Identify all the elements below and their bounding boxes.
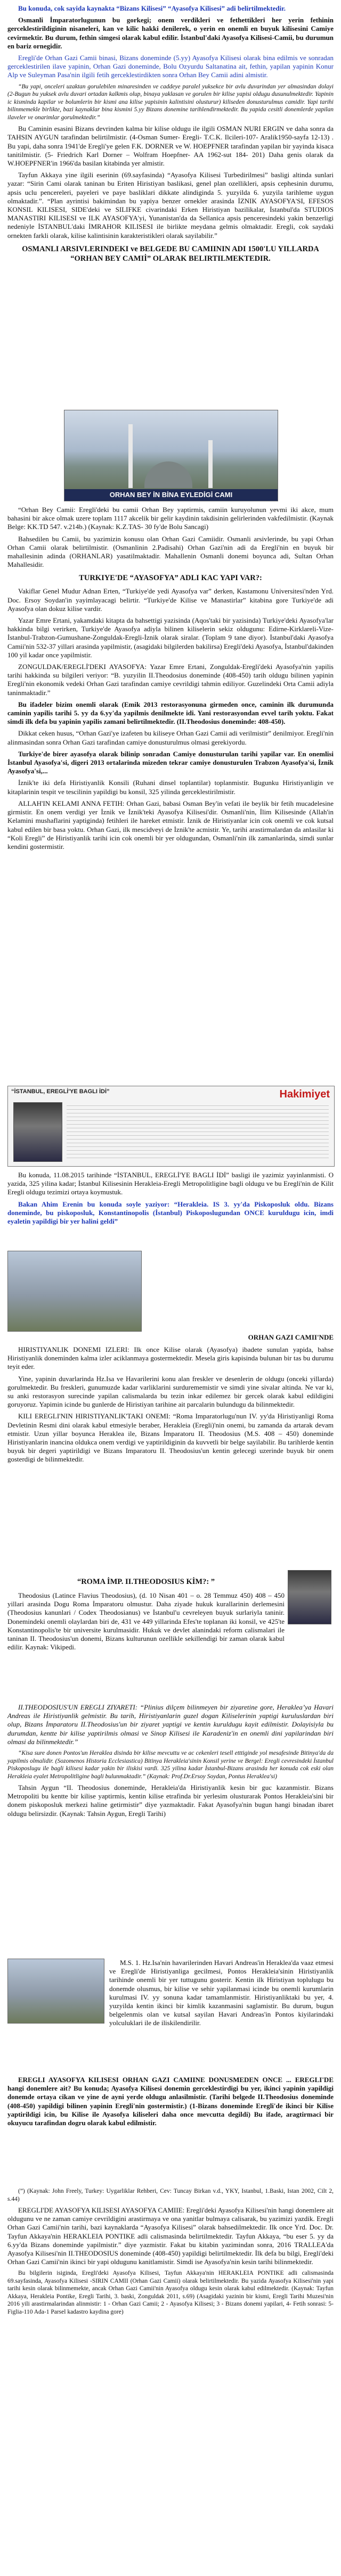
dome-shape: [144, 461, 192, 488]
section-andreas: [109, 1959, 334, 2031]
paragraph: Bahsedilen bu Camii, bu yazimizin konusu olan Orhan Gazi Camiidir. Osmanli arsivlerinde, bu yapi Orhan Orhan Camii olarak belirtilmistir. (Osmanlinin 2.Padisahi) Orhan Gazi'nin adi da Eregli'nin en buyuk bir mahallesinin adinda (ORHANLAR) yasatilmaktadir. Mahallenin Osmanli donemi boyunca adi, Sultan Orhan Mahallesidir.: [7, 534, 334, 569]
paragraph: Tayfun Akkaya yine ilgili eserinin (69.sayfasinda) “Ayasofya Kilisesi Turbedirilmesi” basligi altinda sunlari yazar: “Sirin Cami olarak taninan bu Eriten Hiristiyan baslikasi, genel plan ozellikleri, apsis cephesinin durumu, apsis uclu pencereleri, payeleri ve paye basliklari dikkate alindiginda 5. yuzyilda 6. yuzyila tarihleme uygun olmaktadir.”. “Plan ayrintisi bakimindan bu yapiya benzer ornekler arasinda İZNIK AYASOFYA'SI, EFESOS KONSIL KILISESI, SIDE'deki ve SILIFKE civarindaki Erken Hiristiyan bazilikalar, İstanbul'da STUDIOS MANASTIRI KILISESI ve ILK AYASOFYA'yi, Yunanistan'da da Sellanica apsis penceresindeki yakin benzerligi nedeniyle İSTANBUL'daki İMRAHOR KILISESI ile birlikte meydana gelmis olmaktadir. Eregli, cok saydaki ornekten farkli olarak, kilise kalintisinin karakteristikleri olarak sayilabilir.”: [7, 171, 334, 240]
paragraph: İznik'te iki defa Hiristiyanlik Konsili (Ruhani dinsel toplantilar) toplanmistir. Bugunku Hiristiyanligin ve kitaplarinin tespit ve tescilinin yapildigi bu konsil, 325 yilinda gerceklestirilmistir.: [7, 779, 334, 796]
paragraph: M.S. 1. Hz.Isa'nin havarilerinden Havari Andreas'in Heraklea'da vaaz etmesi ve Eregli'de Hiristiyanliga gecilmesi, Pontos Herakleia'sinin Hiristiyanlik tarihinde onemli bir yer tuttugunu gosterir. Kentin ilk Hiristiyan toplulugu bu donemde olusmus, bir kilise ve sehir yapilanmasi icinde bu onemli kurumlarin kurulmasi IV. yy sonuna kadar tamamlanmistir. Hiristiyanliktaki bu yer, 4. yuzyilda kentin ikinci bir kimlik kazanmasini saglamistir. Bu durum, bugun belgelenmis olan ve kutsal sayilan Havari Andreas'in Pontos kiyilarindaki yolculuklari ile de iliskilendirilir.: [109, 1959, 334, 2027]
paragraph: EREGLI'DE AYASOFYA KILISESI AYASOFYA CAMIIE: Eregli'deki Ayasofya Kilisesi'nin hangi donemlere ait oldugunu ve ne zaman camiye cevrildigini arastirmaya ve ona yanitlar bulmaya calisarak, bu yazimizi yazdik. Eregli Orhan Gazi Camii'nin tarihi, bazi kaynaklarda “Ayasofya Kilisesi” olarak bahsedilmektedir. Ilk once Yrd. Doc. Dr. Tayfun Akkaya'nin HERAKLEIA PONTIKE adli calismasinda belirtilmektedir. Tayfun Akkaya, “bu eser 5. yy da 6.yy'da Bizans doneminde yapilmistir.” diye yazmistir. Fakat bu kitabin yazimindan sonra, 2016 TRALLEA'da Ayasofya Kilisesi'nin II.THEODOSIUS doneminde (408-450) yapildigi belirtilmektedir. İlk defa bu bilgi, Eregli'deki Orhan Gazi Camii'nin ikinci bir yapi oldugunu kanitlamistir. Simdi ise Ayasofya'nin kesin tarihi bilinmektedir.: [7, 2206, 334, 2266]
minaret-shape: [208, 440, 213, 488]
paragraph: Turkiye'de birer ayasofya olarak bilinip sonradan Camiye donusturulan tarihi yapilar var. En onemlisi İstanbul Ayasofya'si, digeri 2013 ortalarinda mizeden tekrar camiye donusturulen Trabzon Ayasofya'si, İznik Ayasofya'si,...: [7, 749, 334, 775]
author-portrait: [13, 1102, 62, 1162]
paragraph: Bu konuda, 11.08.2015 tarihinde “İSTANBUL, EREGLİ'YE BAGLI İDİ” basligi ile yazimiz yayinlanmisti. O yazida, 325 yilina kadar; İstanbul Kilisesinin Herakleia-Eregli Metropolitligine bagli oldugu ve bu Eregli'nin de Kilit Eregli oldugu tezimizi ortaya koymustuk.: [7, 1171, 334, 1196]
church-photo: [7, 1959, 104, 2024]
section-theodosius-heading: [7, 1573, 285, 1591]
newspaper-logo: Hakimiyet: [279, 1088, 330, 1100]
paragraph: Bakan Ahim Erenin bu konuda soyle yaziyor: “Herakleia. IS 3. yy'da Piskoposluk oldu. Bizans doneminde, bu piskoposluk, Konstantinopolis (İstanbul) Piskoposlugundan ONCE kuruldugu icin, imdi eyaletin yapildigi bir yer halini geldi”: [7, 1200, 334, 1226]
section-orhan-bey-camii: [7, 506, 334, 854]
minaret-shape: [128, 424, 133, 488]
mosque-photo: [64, 410, 278, 501]
paragraph: ALLAH'IN KELAMI ANNA FETIH: Orhan Gazi, babasi Osman Bey'in vefati ile beylik bir fetih mucadelesine girmistir. En onem verdigi yer İznik ve İznik'teki Ayasofya Kilisesi'dir. Osmanli'nin, İlim Kilisesinde (Allah'in Kelamini mushaflarini yaptiginda) fetihleri ile hareket etmistir. İznik de Hiristiyanlar icin cok onemli ve cok kutsal kabul edilen bir basa yoktu. Orhan Gazi, ilk mescidveyi de İznik'te acmistir. Ye, tarihi arastirmalardan da anlasilar ki “Koli Eregli” de Hiristiyanlik tarihi icin cok onemli bir yer oldugundan, Osmanli'nin ilk zamanlarinda, simdi sunlar kendini gostermistir.: [7, 799, 334, 851]
newspaper-clipping: [7, 1086, 335, 1167]
section-heading: OSMANLI ARSIVLERINDEKI ve BELGEDE BU CAMIININ ADI 1500'LU YILLARDA “ORHAN BEY CAMIİ” OLARAK BELIRTILMEKTEDIR.: [22, 244, 319, 263]
mosque-interior-photo: [7, 1251, 142, 1332]
clipping-headline: “İSTANBUL, EREGLİ'YE BAGLI İDİ”: [11, 1088, 110, 1095]
paragraph: Vakiflar Genel Mudur Adnan Erten, “Turkiye'de yedi Ayasofya var” derken, Kastamonu Universitesi'nden Yrd. Doc. Ersoy Soydan'in yayimlayacagi belirtir. “Turkiye'de Kilise ve Manastirlar” kitabina gore Turkiye'de adi Ayasofya olan dokuz kilise vardir.: [7, 587, 334, 613]
section-intro: [7, 4, 334, 268]
paragraph: HIRISTIYANLIK DONEMI IZLERI: Ilk once Kilise olarak (Ayasofya) ibadete sunulan yapida, bahse Hiristiyanlik doneminden kalma izler aciklanmaya gostermektedir. Mesela giris kapisinda bulunan bir tas bu durumu teyit eder.: [7, 1345, 334, 1371]
paragraph: “Kisa sure donen Pontos'un Heraklea disinda bir kilise mevcuttu ve ac cekenleri tesell etttiginde yol mesafesinde Bitinya'da da yapilmis olmalidir. (Sozomenos Historia Ecclesiastica) Bitinya Herakleia'sinin Konsil yerine ve Bergel: Eregli cevresindeki İstanbul Piskoposlugu ile bagli kilisesi kadar yakin bir iliskisi vardi. 325 yilina kadar İstanbul-Bizans arasinda her konuda cok eski olan Herakleia eyalet Metropolitligine bagli bulunmaktadir.” (Kaynak: Prof.Dr.Ersoy Soydan, Pontus Heraklea'si): [7, 1750, 334, 1780]
paragraph: “Orhan Bey Camii: Eregli'deki bu camii Orhan Bey yaptirmis, camiin kuruyolunun yevmi iki akce, mum bahasini bir akce olmak uzere toplam 1117 akcelik bir gelir kaydinin takdisinin gelirlerinden vakfedilmistir. (Kaynak Belge: KK.TD 547. v.214b.) (Kaynak: K.Z.TAS- 30 fy'de Bolu Sancagi): [7, 506, 334, 531]
paragraph: KILI EREGLI'NIN HIRISTIYANLIK'TAKI ONEMI: “Roma Imparatorlugu'nun IV. yy'da Hiristiyanligi Roma Devletinin Resmi dini olarak kabul etmesiyle beraber, Herakleia (Eregli)'nin onemi, bu zamanda da artarak devam etmistir. Uzun yillar boyunca Heraklea ile, Bizans İmparatoru II. Theodosius (M.S. 408 – 450) doneminde Hiristiyanlarin inancina oldukca onem verdigi ve yaptirildiginin da kuvvetli bir belge sayilabilir. Bu tarihlerde kentin buyuk bir degeri yaptirildigi ve Bizans Imparatoru II. Theodosius'un kentin gelecegi uzerinde buyuk bir onem gosterdigi de bilinmektedir.: [7, 1412, 334, 1464]
photo-caption: ORHAN GAZI CAMII'NDE: [248, 1333, 334, 1341]
photo-caption-row: [7, 1333, 334, 1345]
paragraph: Bu bilgilerin isiginda, Eregli'deki Ayasofya Kilisesi, Tayfun Akkaya'nin HERAKLEIA PONTIKE adli calismasinda 69.sayfasinda, Ayasofya Kilisesi -SIRIN CAMII (Orhan Gazi Camii) olarak belirtilmektedir. Bu yazida Ayasofya Kilisesi'nin yapi tarihi kesin olarak bilinmemekte, ancak Orhan Gazi Camii'nin Ayasofya oldugu kesin olarak kabul edilmektedir. (Kaynak: Tayfun Akkaya, Herakleia Pontike, Eregli Tarihi, 3. baski, Zonguldak 2011, s.69) (Asagidaki yazinin bir kismi, Eregli Tarihi Muzesi'nin 2016 yili arastirmalarindan alinmistir: 1 - Orhan Gazi Camii; 2 - Ayasofya Kilisesi; 3 - Bizans donemi yapilari, 4- Fetih sonrasi: 5- Figlia-110 Ada-1 Parsel kadastro kaydina gore): [7, 2270, 334, 2315]
section-heading: “ROMA İMP. II.THEODOSIUS KİM?: ”: [77, 1578, 215, 1586]
paragraph: Bu ifadeler bizim onemli olarak (Emik 2013 restorasyonuna girmeden once, caminin ilk durumunda caminin yapilis tarihi 5. yy da 6.yy'da yapilmis denilmekte idi. Yani restorasyondan evvel tarih yoktu. Fakat simdi ilk defa bu yapinin yapilis zamani belirtilmektedir. (II.Theodosius doneminde: 408-450).: [7, 700, 334, 726]
theodosius-portrait: [288, 1570, 331, 1624]
paragraph: ZONGULDAK/EREGLİ'DEKI AYASOFYA: Yazar Emre Ertani, Zonguldak-Eregli'deki Ayasofya'nin yapilis tarihi hakkinda su bilgileri veriyor: “B. yuzyilin II.Theodosius doneminde (408-450) tarih oldugu bilinen yapinin Eregli'nin ekonomik vedeki Orhan Gazi tarafindan camiye cevrildigi tahmin ediliyor. Guzelindeki Orta Camii adiyla taninmaktadir.”: [7, 663, 334, 697]
paragraph: Osmanli İmparatorlugunun bu gorkegi; onem verdikleri ve fethettikleri her yerin fethinin gerceklestirildiginin nisaneleri, kan ve kilic hakki denilerek, o yerin en onemli en buyuk kilisesini Camiye cevirmektir. Bu durum, fethin simgesi olarak kabul edilir. İstanbul'daki Ayasofya Kilisesi-Camii, bu durumun en bariz ornegidir.: [7, 16, 334, 50]
paragraph: Eregli'de Orhan Gazi Camii binasi, Bizans doneminde (5.yy) Ayasofya Kilisesi olarak bina edilmis ve sonradan gerceklestirilen ilave yapinin, Orhan Gazi doneminde, Bolu Ozyurdu Saltanatina ait, fethin, yapilan yapinin Konur Alp ve Suleyman Pasa'nin ilgili fetih gerceklestirdikten sonra Orhan Bey Camii adini almistir.: [7, 54, 334, 79]
paragraph: Dikkat ceken husus, “Orhan Gazi'ye izafeten bu kiliseye Orhan Gazi Camii adi verilmistir” denilmiyor. Eregli'nin alinmasindan sonra Orhan Gazi tarafindan camiye donusturulmus olmasi gerekiyordu.: [7, 729, 334, 746]
paragraph: Theodosius (Latince Flavius Theodosius), (d. 10 Nisan 401 – o. 28 Temmuz 450) 408 – 450 yillari arasinda Dogu Roma İmparatoru olmustur. Daha ziyade hukuk kurallarinin derlemesini (Theodosius kanunlari / Codex Theodosianus) ve İstanbul'u cevreleyen buyuk surlariyla taninir. Donemindeki onemli olaylardan biri de, 431 ve 449 yillarinda Efes'te toplanan iki konsil, ve 425'te Konstantinopolis'te bir universite kurulmasidir. Hukuk ve devlet alanindaki reform calismalari ile taninan II. Theodosius'un donemi, Bizans kulturunun ozellikle sekillendigi bir zaman olarak kabul edilir. Kaynak: Vikipedi.: [7, 1591, 285, 1652]
section-hiristiyanlik: [7, 1345, 334, 1467]
section-donusum: [7, 2076, 334, 2131]
section-theodosius: [7, 1591, 285, 1655]
paragraph: Yazar Emre Ertani, yakamdaki kitapta da bahsettigi yazisinda (Aqos'taki bir yazisinda) Turkiye'deki Ayasofya'lar hakkinda bilgi verirken, Turkiye'de Ayasofya adiyla bilinen kiliselerin sekiz oldugunu: Edirne-Kirklareli-Vize-İstanbul-Trabzon-Gumushane-Zonguldak-Eregli-İznik olarak siralar. (Toplam 9 tane diyor). İstanbul'daki Ayasofya Camii'nin 532-37 yillari arasinda yapilmistir, (asagidaki bilgilerden bakilirsa) Eregli'deki Ayasofya, İstanbul'dakinden 100 yil kadar once yapilmistir.: [7, 616, 334, 659]
section-sonuc: [7, 2187, 334, 2319]
paragraph: II.THEODOSIUS'UN EREGLI ZIYARETI: “Plinius dilçem bilinmeyen bir ziyaretine gore, Heraklea’ya Havari Andreas ile Hiristiyanlik gelmistir. Bu tarih, Hiristiyanlarin guzel dogan Kiliselerinin yaptigi kuruluslardan biri olup, Bizans İmparatoru II.Theodosius'un bir ziyaret yaptigi ve kentin kuruldugu kayit edilmistir. Dolayisiyla bu durumdan, kentte bir kilise yaptirilmis olmasi ve Sinop Kilisesi ile Karadeniz'in en onemli dini yapilarindan biri olmasi da bilinmektedir.”: [7, 1703, 334, 1746]
photo-banner: ORHAN BEY İN BİNA EYLEDİGİ CAMI: [64, 489, 278, 501]
paragraph: Bu Caminin esasini Bizans devrinden kalma bir kilise oldugu ile ilgili OSMAN NURI ERGIN ve daha sonra da TAHSIN AYGUN tarafindan belirtilmistir. (4-Osman Sumer- Eregli- T.C.K. Ilcileri-107- Aralik1950-sayfa 12-13) . Bu yapi, daha sonra 1941'de Eregli'ye gelen F.K. DORNER ve W. HOEPFNER tarafindan yapilan bir yayinda kisaca tanitilmistir. (5- Friedrich Karl Dorner – Wolfram Hoepfner- AA 1962-sut 184- 201) Daha genis olarak da W.HOEPFNER'in 1966'da basilan kitabinda yer almistir.: [7, 125, 334, 167]
paragraph: (”) (Kaynak: John Freely, Turkey: Uygarliklar Rehberi, Cev: Tuncay Birkan v.d., YKY, Istanbul, 1.Baski, Istan 2002, Cilt 2, s.44): [7, 2188, 334, 2202]
section-istanbul-bagli: [7, 1171, 334, 1229]
section-theodosius-ziyaret: [7, 1703, 334, 1821]
quote-paragraph: “Bu yapi, onceleri uzaktan gorulebilen minaresinden ve caddeye paralel yuksekce bir avlu duvarindan yer almasindan dolayi (2-Bugun bu yuksek avlu duvari ortadan kalkmis olup, binaya yaklasan ve gorulen bir kilise yapisi oldugu dusunulmektedir. Yapinin ic kisminda kapilar ve bolumlerin bir kismi ana kilise yapisinin kalintisini olusturur) kiliseden donusturulmus camidir. Yapi tarihi bilinmemekle birlikte, bazi kaynaklar bina kismini 5.yy Bizans donemine tarihlendirmektedir. Bu yapida cesitli donemlerde yapilan ilaveler ve onarimlar gorulmektedir.”: [7, 83, 334, 121]
paragraph: Yine, yapinin duvarlarinda Hz.Isa ve Havarilerini konu alan freskler ve desenlerin de oldugu (onceki yillarda) gorulmektedir. Bu freskleri, gunumuzde kadar varliklarini surdurememistir ve simdi yine sivalar altinda. Ne var ki, su anki restorasyon surecinde yapilan calismalarda bu tezin inkar edilemez bir gercek olarak kabul edildigini goruyoruz. Yapimin icinde bu gunlerde de Hiristiyan tarihine ait parcalarin bulundugu da bilinmektedir.: [7, 1374, 334, 1409]
paragraph: Tahsin Aygun “II. Theodosius doneminde, Herakleia'da Hiristiyanlik kesin bir guc kazanmistir. Bizans Metropoliti bu kentte bir kilise yaptirmis, kentin kilise etrafinda bir yerlesim olusturarak Pontos Herakleia'sini bir donem piskoposluk merkezi haline getirmistir” diye yazmaktadir. Fakat Ayasofya'nin bugun hangi binadan ibaret oldugu belirsizdir. (Kaynak: Tahsin Aygun, Eregli Tarihi): [7, 1784, 334, 1818]
clipping-text-lines: [67, 1102, 329, 1161]
section-heading: EREGLI AYASOFYA KILISESI ORHAN GAZI CAMIINE DONUSMEDEN ONCE ... EREGLI'DE hangi donemlere ait? Bu konuda; Ayasofya Kilisesi donemin gerceklestirdigi bu yer, ikinci yapinin yapildigi donemde ortaya cikan ve yine de ayni yerde oldugu anlasilmistir. (Tarihi belgede II.Theodosius doneminde (408-450) yapildigi bilinen yapinin Eregli'nin gostermistir.) (1-Bizans doneminde Eregli'de ikinci bir Kilise yaptirildigi icin, bu Kilise ile Ayasofya kiliseleri daha once mevcutta degildi) Bu ifade, aragtirmaci bir okuyucu tarafindan dogru olarak kabul edilmistir.: [7, 2076, 334, 2127]
section-heading: TURKIYE'DE “AYASOFYA” ADLI KAC YAPI VAR?:: [79, 574, 262, 583]
paragraph: Bu konuda, cok sayida kaynakta “Bizans Kilisesi” “Ayasofya Kilisesi” adi belirtilmektedir.: [18, 4, 286, 12]
